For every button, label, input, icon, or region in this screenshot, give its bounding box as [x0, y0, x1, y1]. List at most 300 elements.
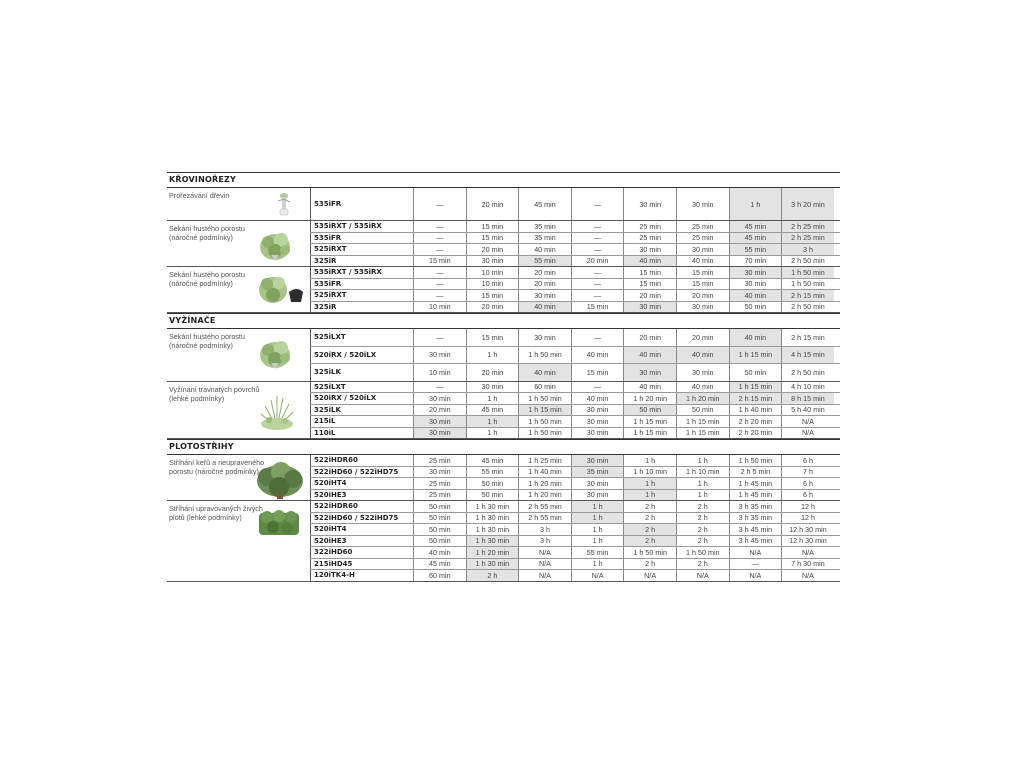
- runtime-cell: 1 h: [571, 513, 624, 524]
- runtime-cell: 40 min: [413, 547, 466, 558]
- runtime-cell: 1 h: [571, 501, 624, 512]
- runtime-cell: 15 min: [676, 279, 729, 290]
- runtime-cell: 1 h 20 min: [676, 393, 729, 404]
- model-name: 525iLXT: [310, 382, 413, 393]
- runtime-cell: 30 min: [623, 244, 676, 255]
- runtime-cell: 30 min: [413, 393, 466, 404]
- runtime-cell: 12 h: [781, 501, 834, 512]
- table-row: [310, 347, 840, 365]
- usage-group: [167, 221, 840, 267]
- table-row: [310, 267, 840, 279]
- runtime-cell: 7 h: [781, 467, 834, 478]
- model-name: 520iRX / 520iLX: [310, 393, 413, 404]
- table-row: [310, 467, 840, 479]
- runtime-cell: 2 h 20 min: [729, 416, 782, 427]
- table-row: [310, 570, 840, 581]
- runtime-cell: N/A: [518, 559, 571, 570]
- runtime-cell: 40 min: [518, 302, 571, 313]
- runtime-cell: 5 h 40 min: [781, 405, 834, 416]
- shrub-icon: [257, 227, 293, 265]
- table-row: [310, 428, 840, 439]
- runtime-cell: 2 h 15 min: [729, 393, 782, 404]
- runtime-cell: 1 h 30 min: [466, 536, 519, 547]
- runtime-cell: 25 min: [676, 233, 729, 244]
- runtime-cell: 1 h 50 min: [518, 428, 571, 439]
- runtime-cell: 1 h: [466, 393, 519, 404]
- runtime-cell: 50 min: [623, 405, 676, 416]
- model-name: 325iR: [310, 302, 413, 313]
- runtime-cell: 1 h 25 min: [518, 455, 571, 466]
- model-name: 520iRX / 520iLX: [310, 347, 413, 364]
- section-title: PLOTOSTŘIHY: [167, 439, 840, 455]
- model-name: 215iL: [310, 416, 413, 427]
- runtime-cell: 6 h: [781, 478, 834, 489]
- runtime-cell: 1 h 20 min: [518, 478, 571, 489]
- usage-description: Sekání hustého porostu (náročné podmínky): [169, 270, 245, 288]
- runtime-cell: 25 min: [413, 455, 466, 466]
- table-row: [310, 364, 840, 381]
- runtime-cell: 1 h 50 min: [676, 547, 729, 558]
- table-row: [310, 490, 840, 501]
- model-name: 535iRXT / 535iRX: [310, 221, 413, 232]
- runtime-cell: —: [413, 188, 466, 220]
- runtime-cell: 45 min: [729, 221, 782, 232]
- table-row: [310, 559, 840, 571]
- table-row: [310, 302, 840, 313]
- runtime-cell: —: [571, 290, 624, 301]
- runtime-cell: 2 h 5 min: [729, 467, 782, 478]
- runtime-cell: —: [413, 267, 466, 278]
- runtime-cell: 20 min: [571, 256, 624, 267]
- runtime-cell: 2 h: [466, 570, 519, 581]
- runtime-cell: —: [413, 221, 466, 232]
- runtime-cell: 30 min: [518, 329, 571, 346]
- runtime-cell: 3 h 45 min: [729, 524, 782, 535]
- runtime-cell: 20 min: [466, 302, 519, 313]
- runtime-cell: 20 min: [676, 329, 729, 346]
- runtime-cell: 30 min: [623, 364, 676, 381]
- shrub-icon: [257, 335, 293, 373]
- runtime-cell: 1 h: [623, 490, 676, 501]
- runtime-cell: 1 h 40 min: [729, 405, 782, 416]
- runtime-cell: 8 h 15 min: [781, 393, 834, 404]
- runtime-cell: 1 h: [466, 347, 519, 364]
- usage-group: [167, 188, 840, 221]
- runtime-cell: 55 min: [518, 256, 571, 267]
- runtime-cell: 1 h: [676, 455, 729, 466]
- runtime-cell: 1 h 15 min: [676, 428, 729, 439]
- usage-description: Prořezávání dřevin: [169, 191, 230, 200]
- runtime-cell: —: [571, 233, 624, 244]
- runtime-cell: 1 h 30 min: [466, 513, 519, 524]
- runtime-cell: 40 min: [623, 347, 676, 364]
- runtime-cell: 1 h 45 min: [729, 490, 782, 501]
- runtime-cell: 50 min: [413, 536, 466, 547]
- usage-description-cell: [167, 267, 310, 312]
- model-name: 535iRXT / 535iRX: [310, 267, 413, 278]
- table-row: [310, 455, 840, 467]
- runtime-cell: 1 h 30 min: [466, 559, 519, 570]
- runtime-cell: 30 min: [571, 455, 624, 466]
- runtime-cell: 3 h: [518, 524, 571, 535]
- model-name: 535iFR: [310, 279, 413, 290]
- usage-description-cell: [167, 329, 310, 381]
- section: [167, 172, 840, 313]
- runtime-cell: N/A: [518, 547, 571, 558]
- runtime-cell: 2 h: [676, 536, 729, 547]
- runtime-cell: 50 min: [676, 405, 729, 416]
- runtime-table: [167, 172, 840, 582]
- runtime-cell: 1 h 50 min: [518, 347, 571, 364]
- runtime-cell: 12 h: [781, 513, 834, 524]
- runtime-cell: 2 h: [676, 559, 729, 570]
- usage-group: [167, 329, 840, 382]
- runtime-cell: 30 min: [623, 302, 676, 313]
- runtime-cell: 20 min: [466, 244, 519, 255]
- model-name: 325iLK: [310, 405, 413, 416]
- model-name: 215iHD45: [310, 559, 413, 570]
- table-row: [310, 233, 840, 245]
- runtime-cell: 1 h: [623, 455, 676, 466]
- runtime-cell: 2 h 15 min: [781, 329, 834, 346]
- section-title: KŘOVINOŘEZY: [167, 172, 840, 188]
- model-name: 522iHDR60: [310, 501, 413, 512]
- runtime-cell: 1 h 10 min: [623, 467, 676, 478]
- runtime-cell: 1 h: [676, 490, 729, 501]
- model-name: 535iFR: [310, 188, 413, 220]
- runtime-cell: 30 min: [676, 364, 729, 381]
- usage-group: [167, 267, 840, 313]
- runtime-cell: 55 min: [466, 467, 519, 478]
- table-row: [310, 524, 840, 536]
- runtime-cell: 1 h 15 min: [623, 428, 676, 439]
- runtime-cell: 1 h 20 min: [623, 393, 676, 404]
- model-name: 520iHE3: [310, 490, 413, 501]
- model-name: 322iHD60: [310, 547, 413, 558]
- runtime-cell: N/A: [676, 570, 729, 581]
- runtime-cell: 7 h 30 min: [781, 559, 834, 570]
- shrub-with-battery-icon: [257, 270, 305, 308]
- model-name: 535iFR: [310, 233, 413, 244]
- runtime-cell: 30 min: [571, 416, 624, 427]
- runtime-cell: 10 min: [413, 364, 466, 381]
- table-row: [310, 478, 840, 490]
- runtime-cell: 15 min: [571, 364, 624, 381]
- runtime-cell: 2 h: [623, 559, 676, 570]
- pruning-tool-icon: [275, 191, 293, 219]
- runtime-cell: —: [729, 559, 782, 570]
- runtime-cell: 20 min: [413, 405, 466, 416]
- runtime-cell: 2 h: [623, 536, 676, 547]
- table-row: [310, 188, 840, 220]
- runtime-cell: 1 h: [571, 559, 624, 570]
- runtime-cell: 1 h 30 min: [466, 524, 519, 535]
- table-row: [310, 221, 840, 233]
- runtime-cell: 25 min: [623, 221, 676, 232]
- runtime-cell: —: [571, 188, 624, 220]
- runtime-cell: 35 min: [571, 467, 624, 478]
- runtime-cell: 45 min: [466, 405, 519, 416]
- runtime-cell: 1 h: [729, 188, 782, 220]
- runtime-cell: 50 min: [729, 302, 782, 313]
- usage-description: Vyžínání travnatých povrchů (lehké podmínky): [169, 384, 260, 403]
- runtime-cell: 1 h 30 min: [466, 501, 519, 512]
- runtime-cell: 3 h: [518, 536, 571, 547]
- runtime-cell: 30 min: [413, 467, 466, 478]
- table-row: [310, 405, 840, 417]
- runtime-cell: 1 h 50 min: [781, 279, 834, 290]
- runtime-cell: 30 min: [466, 256, 519, 267]
- runtime-cell: 40 min: [571, 393, 624, 404]
- runtime-cell: 10 min: [413, 302, 466, 313]
- runtime-cell: 12 h 30 min: [781, 536, 834, 547]
- runtime-cell: 1 h: [623, 478, 676, 489]
- runtime-cell: 2 h: [623, 513, 676, 524]
- runtime-cell: 15 min: [623, 279, 676, 290]
- runtime-cell: 30 min: [729, 267, 782, 278]
- runtime-cell: 60 min: [518, 382, 571, 393]
- runtime-cell: 2 h 50 min: [781, 256, 834, 267]
- runtime-cell: 2 h: [676, 501, 729, 512]
- runtime-cell: 6 h: [781, 455, 834, 466]
- table-row: [310, 290, 840, 302]
- runtime-cell: 1 h 50 min: [518, 416, 571, 427]
- model-name: 520iHT4: [310, 524, 413, 535]
- runtime-cell: 15 min: [413, 256, 466, 267]
- runtime-cell: 20 min: [466, 188, 519, 220]
- usage-group: [167, 501, 840, 582]
- runtime-cell: 55 min: [729, 244, 782, 255]
- runtime-cell: 2 h 50 min: [781, 302, 834, 313]
- runtime-cell: 60 min: [413, 570, 466, 581]
- section: [167, 439, 840, 582]
- grass-icon: [257, 394, 297, 432]
- runtime-cell: 15 min: [466, 290, 519, 301]
- table-row: [310, 547, 840, 559]
- runtime-cell: 1 h 40 min: [518, 467, 571, 478]
- bush-icon: [255, 461, 305, 501]
- runtime-cell: 40 min: [518, 364, 571, 381]
- runtime-cell: 20 min: [676, 290, 729, 301]
- runtime-cell: 1 h 50 min: [518, 393, 571, 404]
- table-row: [310, 256, 840, 267]
- model-name: 525iLXT: [310, 329, 413, 346]
- runtime-cell: 1 h 15 min: [518, 405, 571, 416]
- runtime-cell: 30 min: [676, 302, 729, 313]
- runtime-cell: 30 min: [413, 428, 466, 439]
- table-row: [310, 244, 840, 256]
- runtime-cell: 2 h: [623, 524, 676, 535]
- runtime-cell: 45 min: [466, 455, 519, 466]
- model-name: 325iLK: [310, 364, 413, 381]
- runtime-cell: 30 min: [729, 279, 782, 290]
- usage-description: Stříhání keřů a neupraveného porostu (náročné podmínky): [169, 458, 265, 476]
- runtime-cell: 30 min: [623, 188, 676, 220]
- runtime-cell: 1 h 10 min: [676, 467, 729, 478]
- runtime-cell: —: [413, 244, 466, 255]
- runtime-cell: 20 min: [518, 279, 571, 290]
- runtime-cell: 40 min: [676, 382, 729, 393]
- runtime-cell: 30 min: [413, 347, 466, 364]
- runtime-cell: 2 h: [676, 524, 729, 535]
- runtime-cell: 45 min: [729, 233, 782, 244]
- runtime-cell: 4 h 15 min: [781, 347, 834, 364]
- model-name: 522iHDR60: [310, 455, 413, 466]
- runtime-cell: 2 h 25 min: [781, 233, 834, 244]
- model-name: 522iHD60 / 522iHD75: [310, 467, 413, 478]
- runtime-cell: 12 h 30 min: [781, 524, 834, 535]
- runtime-cell: 3 h 20 min: [781, 188, 834, 220]
- runtime-cell: 2 h 15 min: [781, 290, 834, 301]
- runtime-cell: —: [413, 290, 466, 301]
- runtime-cell: 15 min: [466, 233, 519, 244]
- runtime-cell: 45 min: [518, 188, 571, 220]
- runtime-cell: 15 min: [466, 329, 519, 346]
- runtime-cell: 3 h 35 min: [729, 513, 782, 524]
- runtime-cell: —: [571, 221, 624, 232]
- runtime-cell: 15 min: [676, 267, 729, 278]
- runtime-cell: N/A: [729, 547, 782, 558]
- runtime-cell: N/A: [781, 428, 834, 439]
- table-row: [310, 329, 840, 347]
- table-row: [310, 513, 840, 525]
- runtime-cell: 3 h: [781, 244, 834, 255]
- runtime-cell: N/A: [781, 547, 834, 558]
- runtime-cell: 45 min: [413, 559, 466, 570]
- runtime-cell: 1 h: [571, 536, 624, 547]
- runtime-cell: 15 min: [466, 221, 519, 232]
- runtime-cell: —: [571, 382, 624, 393]
- model-name: 520iHT4: [310, 478, 413, 489]
- model-name: 525iRXT: [310, 244, 413, 255]
- runtime-cell: N/A: [623, 570, 676, 581]
- model-name: 325iR: [310, 256, 413, 267]
- runtime-cell: 1 h 15 min: [729, 382, 782, 393]
- runtime-cell: 1 h: [571, 524, 624, 535]
- runtime-cell: 40 min: [676, 347, 729, 364]
- runtime-cell: 15 min: [623, 267, 676, 278]
- runtime-cell: 25 min: [623, 233, 676, 244]
- runtime-cell: 1 h: [676, 478, 729, 489]
- runtime-cell: 50 min: [413, 524, 466, 535]
- runtime-cell: —: [413, 382, 466, 393]
- runtime-cell: 20 min: [623, 329, 676, 346]
- runtime-cell: —: [413, 233, 466, 244]
- table-row: [310, 279, 840, 291]
- runtime-cell: 50 min: [466, 490, 519, 501]
- section-title: VYŽÍNAČE: [167, 313, 840, 329]
- usage-description-cell: [167, 382, 310, 439]
- runtime-cell: 40 min: [571, 347, 624, 364]
- runtime-cell: 1 h 50 min: [729, 455, 782, 466]
- usage-description-cell: [167, 221, 310, 266]
- runtime-cell: 30 min: [413, 416, 466, 427]
- runtime-cell: 2 h: [623, 501, 676, 512]
- runtime-cell: 3 h 45 min: [729, 536, 782, 547]
- runtime-cell: N/A: [781, 416, 834, 427]
- runtime-cell: 30 min: [571, 405, 624, 416]
- runtime-cell: 10 min: [466, 279, 519, 290]
- runtime-cell: 1 h 15 min: [623, 416, 676, 427]
- runtime-cell: 2 h 55 min: [518, 501, 571, 512]
- section: [167, 313, 840, 439]
- runtime-cell: 40 min: [729, 290, 782, 301]
- runtime-cell: 1 h: [466, 416, 519, 427]
- runtime-cell: 20 min: [518, 267, 571, 278]
- runtime-cell: 55 min: [571, 547, 624, 558]
- runtime-cell: 40 min: [729, 329, 782, 346]
- runtime-cell: 30 min: [676, 244, 729, 255]
- runtime-cell: 1 h 15 min: [676, 416, 729, 427]
- runtime-cell: N/A: [571, 570, 624, 581]
- runtime-cell: 1 h 45 min: [729, 478, 782, 489]
- runtime-cell: 2 h: [676, 513, 729, 524]
- usage-description: Stříhání upravovaných živých plotů (lehké podmínky): [169, 504, 263, 522]
- runtime-cell: 50 min: [413, 513, 466, 524]
- hedge-icon: [257, 509, 301, 539]
- runtime-cell: —: [571, 329, 624, 346]
- runtime-cell: 2 h 25 min: [781, 221, 834, 232]
- runtime-cell: 4 h 10 min: [781, 382, 834, 393]
- runtime-cell: 20 min: [466, 364, 519, 381]
- runtime-cell: 2 h 20 min: [729, 428, 782, 439]
- runtime-cell: 1 h 15 min: [729, 347, 782, 364]
- runtime-cell: 30 min: [571, 478, 624, 489]
- model-name: 120iTK4-H: [310, 570, 413, 581]
- usage-description-cell: [167, 188, 310, 220]
- runtime-cell: —: [413, 279, 466, 290]
- runtime-cell: 1 h: [466, 428, 519, 439]
- runtime-cell: 40 min: [623, 256, 676, 267]
- runtime-cell: 70 min: [729, 256, 782, 267]
- model-name: 525iRXT: [310, 290, 413, 301]
- runtime-cell: —: [571, 244, 624, 255]
- runtime-cell: 30 min: [571, 428, 624, 439]
- usage-group: [167, 382, 840, 440]
- runtime-cell: N/A: [518, 570, 571, 581]
- runtime-cell: 3 h 35 min: [729, 501, 782, 512]
- runtime-cell: N/A: [781, 570, 834, 581]
- runtime-cell: 20 min: [623, 290, 676, 301]
- runtime-cell: —: [413, 329, 466, 346]
- runtime-cell: 1 h 20 min: [518, 490, 571, 501]
- runtime-cell: 30 min: [466, 382, 519, 393]
- table-row: [310, 501, 840, 513]
- runtime-cell: N/A: [729, 570, 782, 581]
- runtime-cell: 25 min: [413, 478, 466, 489]
- runtime-cell: 50 min: [729, 364, 782, 381]
- table-row: [310, 393, 840, 405]
- runtime-cell: 2 h 55 min: [518, 513, 571, 524]
- runtime-cell: 15 min: [571, 302, 624, 313]
- runtime-cell: 50 min: [466, 478, 519, 489]
- model-name: 522iHD60 / 522iHD75: [310, 513, 413, 524]
- runtime-cell: 40 min: [623, 382, 676, 393]
- usage-description: Sekání hustého porostu (náročné podmínky): [169, 332, 245, 350]
- runtime-cell: 35 min: [518, 221, 571, 232]
- runtime-cell: 25 min: [413, 490, 466, 501]
- runtime-cell: —: [571, 267, 624, 278]
- runtime-cell: 30 min: [571, 490, 624, 501]
- runtime-cell: 30 min: [518, 290, 571, 301]
- usage-description: Sekání hustého porostu (náročné podmínky): [169, 224, 245, 242]
- runtime-cell: 25 min: [676, 221, 729, 232]
- table-row: [310, 536, 840, 548]
- model-name: 520iHE3: [310, 536, 413, 547]
- runtime-cell: 1 h 50 min: [623, 547, 676, 558]
- runtime-cell: 40 min: [518, 244, 571, 255]
- model-name: 110iL: [310, 428, 413, 439]
